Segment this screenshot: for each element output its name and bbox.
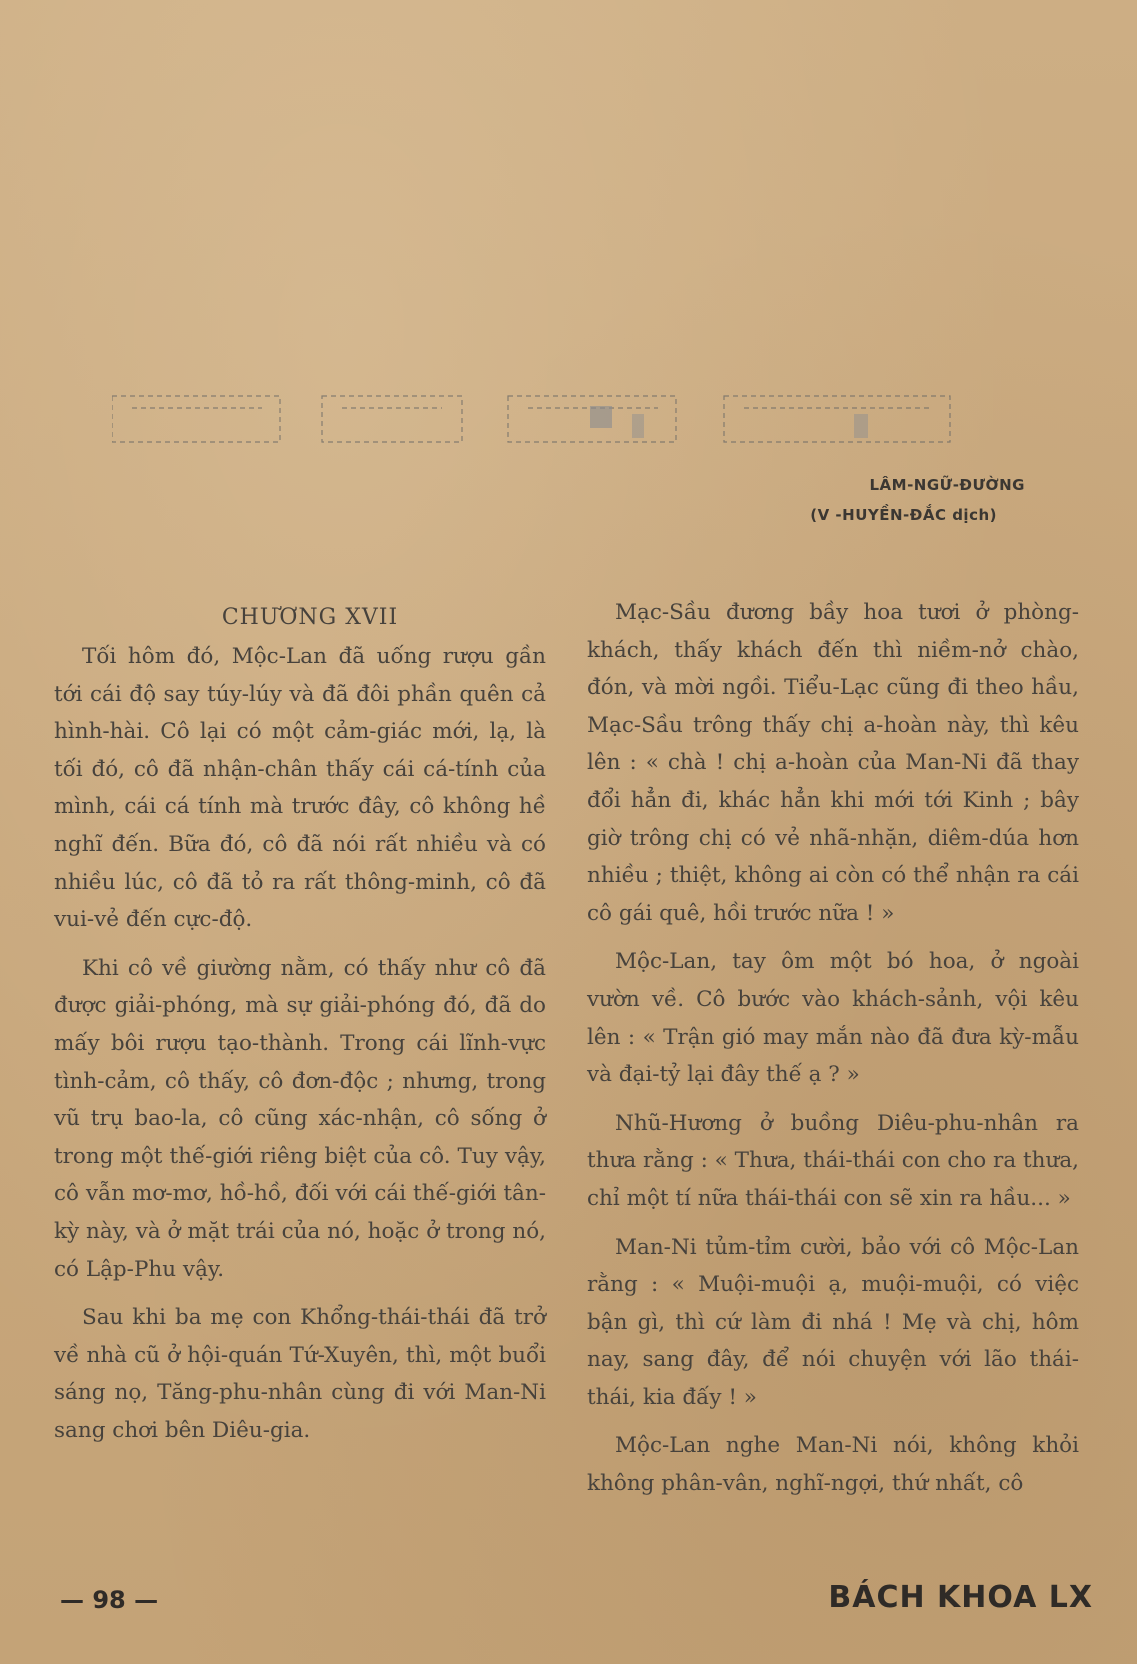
left-column bbox=[54, 600, 546, 1460]
paragraph: Man-Ni tủm-tỉm cười, bảo với cô Mộc-Lan rằng : « Muội-muội ạ, muội-muội, có việc bận gì, thì cứ làm đi nhá ! Mẹ và chị, hôm nay, sang đây, để nói chuyện với lão thái-thái, kia đấy ! » bbox=[587, 1234, 1079, 1410]
paragraph: Tối hôm đó, Mộc-Lan đã uống rượu gần tới cái độ say túy-lúy và đã đôi phần quên cả hình-hài. Cô lại có một cảm-giác mới, lạ, là tối đó, cô đã nhận-chân thấy cái cá-tính của mình, cái cá tính mà trước đây, cô không hề nghĩ đến. Bữa đó, cô đã nói rất nhiều và có nhiều lúc, cô đã tỏ ra rất thông-minh, cô đã vui-vẻ đến cực-độ. bbox=[54, 644, 546, 933]
translator-credit: (V -HUYỀN-ĐẮC dịch) bbox=[810, 506, 997, 524]
magazine-name: BÁCH KHOA LX bbox=[828, 1580, 1093, 1615]
author-name: LÂM-NGỮ-ĐƯỜNG bbox=[869, 476, 1025, 494]
paragraph: Khi cô về giường nằm, có thấy như cô đã được giải-phóng, mà sự giải-phóng đó, đã do mấy bôi rượu tạo-thành. Trong cái lĩnh-vực tình-cảm, cô thấy, cô đơn-độc ; nhưng, trong vũ trụ bao-la, cô cũng xác-nhận, cô sống ở trong một thế-giới riêng biệt của cô. Tuy vậy, cô vẫn mơ-mơ, hồ-hồ, đối với cái thế-giới tân-kỳ này, và ở mặt trái của nó, hoặc ở trong nó, có Lập-Phu vậy. bbox=[54, 955, 546, 1282]
paragraph: Mộc-Lan, tay ôm một bó hoa, ở ngoài vườn về. Cô bước vào khách-sảnh, vội kêu lên : « Trận gió may mắn nào đã đưa kỳ-mẫu và đại-tỷ lại đây thế ạ ? » bbox=[587, 949, 1079, 1088]
chapter-heading: CHƯƠNG XVII bbox=[221, 605, 399, 630]
paragraph: Nhũ-Hương ở buồng Diêu-phu-nhân ra thưa rằng : « Thưa, thái-thái con cho ra thưa, chỉ một tí nữa thái-thái con sẽ xin ra hầu... » bbox=[587, 1110, 1079, 1211]
title-graphic bbox=[112, 378, 1012, 458]
paragraph: Mộc-Lan nghe Man-Ni nói, không khỏi không phân-vân, nghĩ-ngợi, thứ nhất, cô bbox=[587, 1433, 1079, 1497]
page-number: — 98 — bbox=[60, 1586, 159, 1614]
right-column bbox=[587, 594, 1079, 1514]
paragraph: Sau khi ba mẹ con Khổng-thái-thái đã trở về nhà cũ ở hội-quán Tứ-Xuyên, thì, một buổi sáng nọ, Tăng-phu-nhân cùng đi với Man-Ni sang chơi bên Diêu-gia. bbox=[54, 1305, 546, 1443]
paragraph: Mạc-Sầu đương bầy hoa tươi ở phòng-khách, thấy khách đến thì niềm-nở chào, đón, và mời ngồi. Tiểu-Lạc cũng đi theo hầu, Mạc-Sầu trông thấy chị a-hoàn này, thì kêu lên : « chà ! chị a-hoàn của Man-Ni đã thay đổi hẳn đi, khác hẳn khi mới tới Kinh ; bây giờ trông chị có vẻ nhã-nhặn, diêm-dúa hơn nhiều ; thiệt, không ai còn có thể nhận ra cái cô gái quê, hồi trước nữa ! » bbox=[587, 600, 1079, 926]
byline bbox=[810, 470, 1025, 530]
